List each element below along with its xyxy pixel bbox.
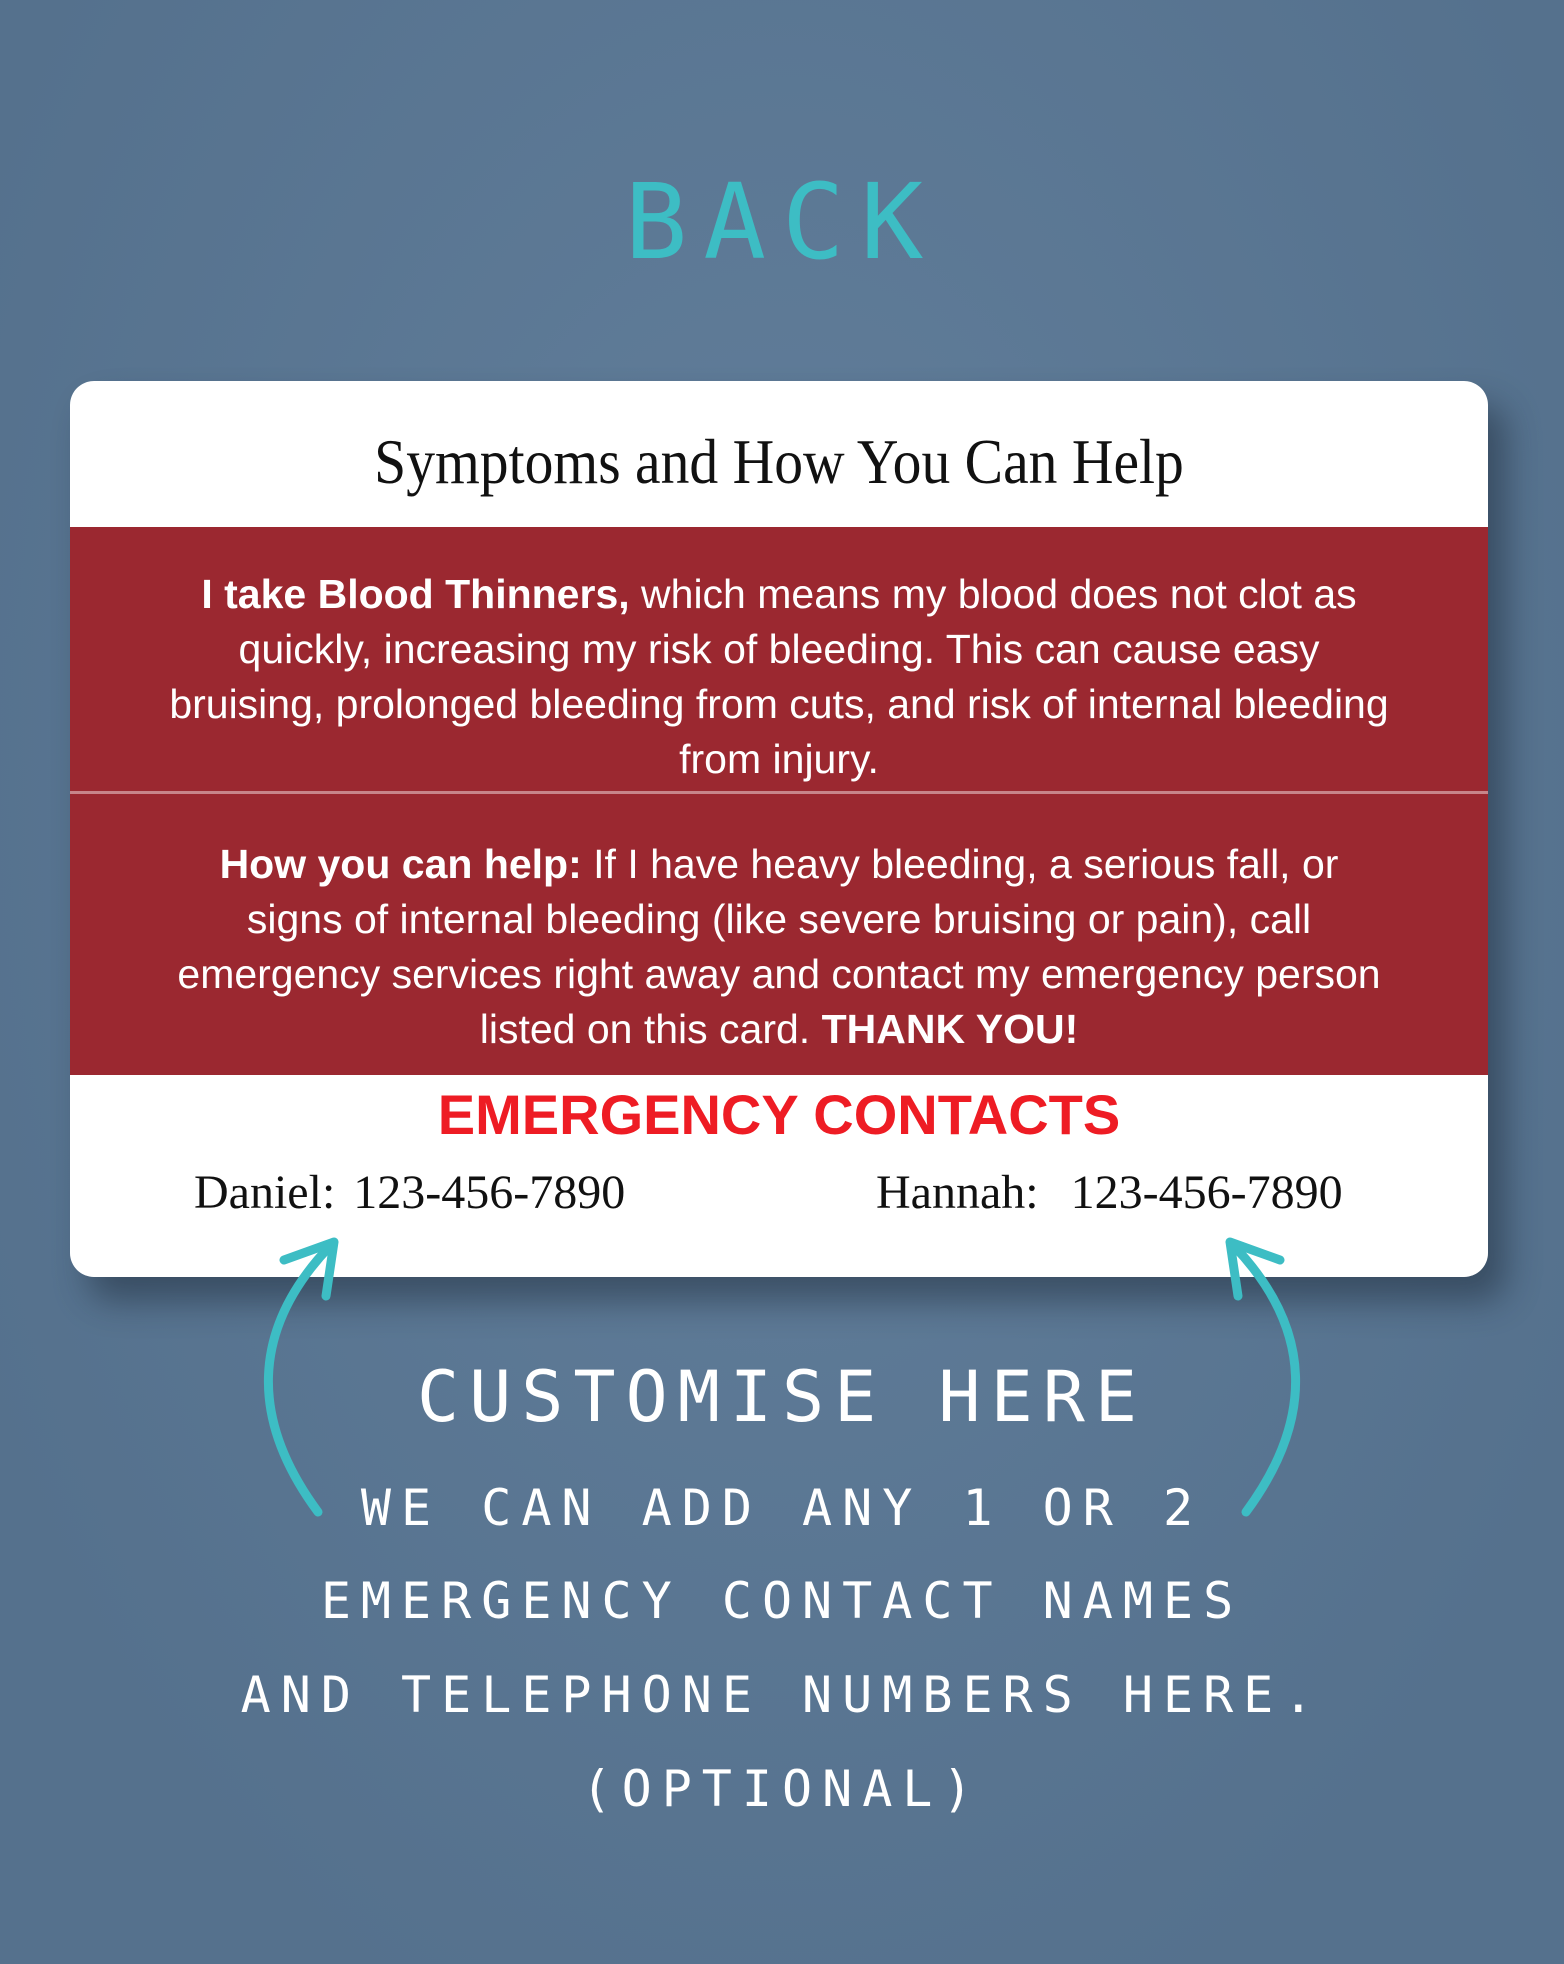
emergency-contact-2 <box>876 1166 1343 1219</box>
customise-line: EMERGENCY CONTACT NAMES <box>320 1572 1244 1630</box>
contact-name: Hannah: <box>876 1166 1039 1219</box>
emergency-contacts-title: EMERGENCY CONTACTS <box>437 1083 1121 1146</box>
emergency-contact-1 <box>194 1166 626 1219</box>
blood-thinner-lead: I take Blood Thinners, <box>201 571 630 617</box>
contact-phone: 123-456-7890 <box>1070 1166 1343 1219</box>
how-to-help-text: If I have heavy bleeding, a serious fall, or signs of internal bleeding (like severe bruising or pain), call emergency services right away and contact my emergency person listed on this card. <box>177 841 1381 1052</box>
customise-line: (OPTIONAL) <box>581 1760 983 1818</box>
blood-thinner-info <box>70 567 1488 787</box>
panel-divider <box>70 791 1488 794</box>
thank-you-text: THANK YOU! <box>821 1006 1079 1052</box>
contact-phone: 123-456-7890 <box>353 1166 626 1219</box>
customise-title: CUSTOMISE HERE <box>416 1356 1147 1438</box>
how-to-help-info <box>70 837 1488 1057</box>
customise-line: WE CAN ADD ANY 1 OR 2 <box>360 1479 1204 1537</box>
back-heading: BACK <box>624 161 940 283</box>
how-to-help-lead: How you can help: <box>219 841 582 887</box>
info-panel <box>70 527 1488 1075</box>
blood-thinner-text: which means my blood does not clot as quickly, increasing my risk of bleeding. This can cause easy bruising, prolonged bleeding from cuts, and risk of internal bleeding from injury. <box>169 571 1389 782</box>
customise-line: AND TELEPHONE NUMBERS HERE. <box>240 1666 1324 1724</box>
card-title: Symptoms and How You Can Help <box>374 426 1184 497</box>
contact-name: Daniel: <box>194 1166 336 1219</box>
medical-card <box>70 381 1488 1277</box>
